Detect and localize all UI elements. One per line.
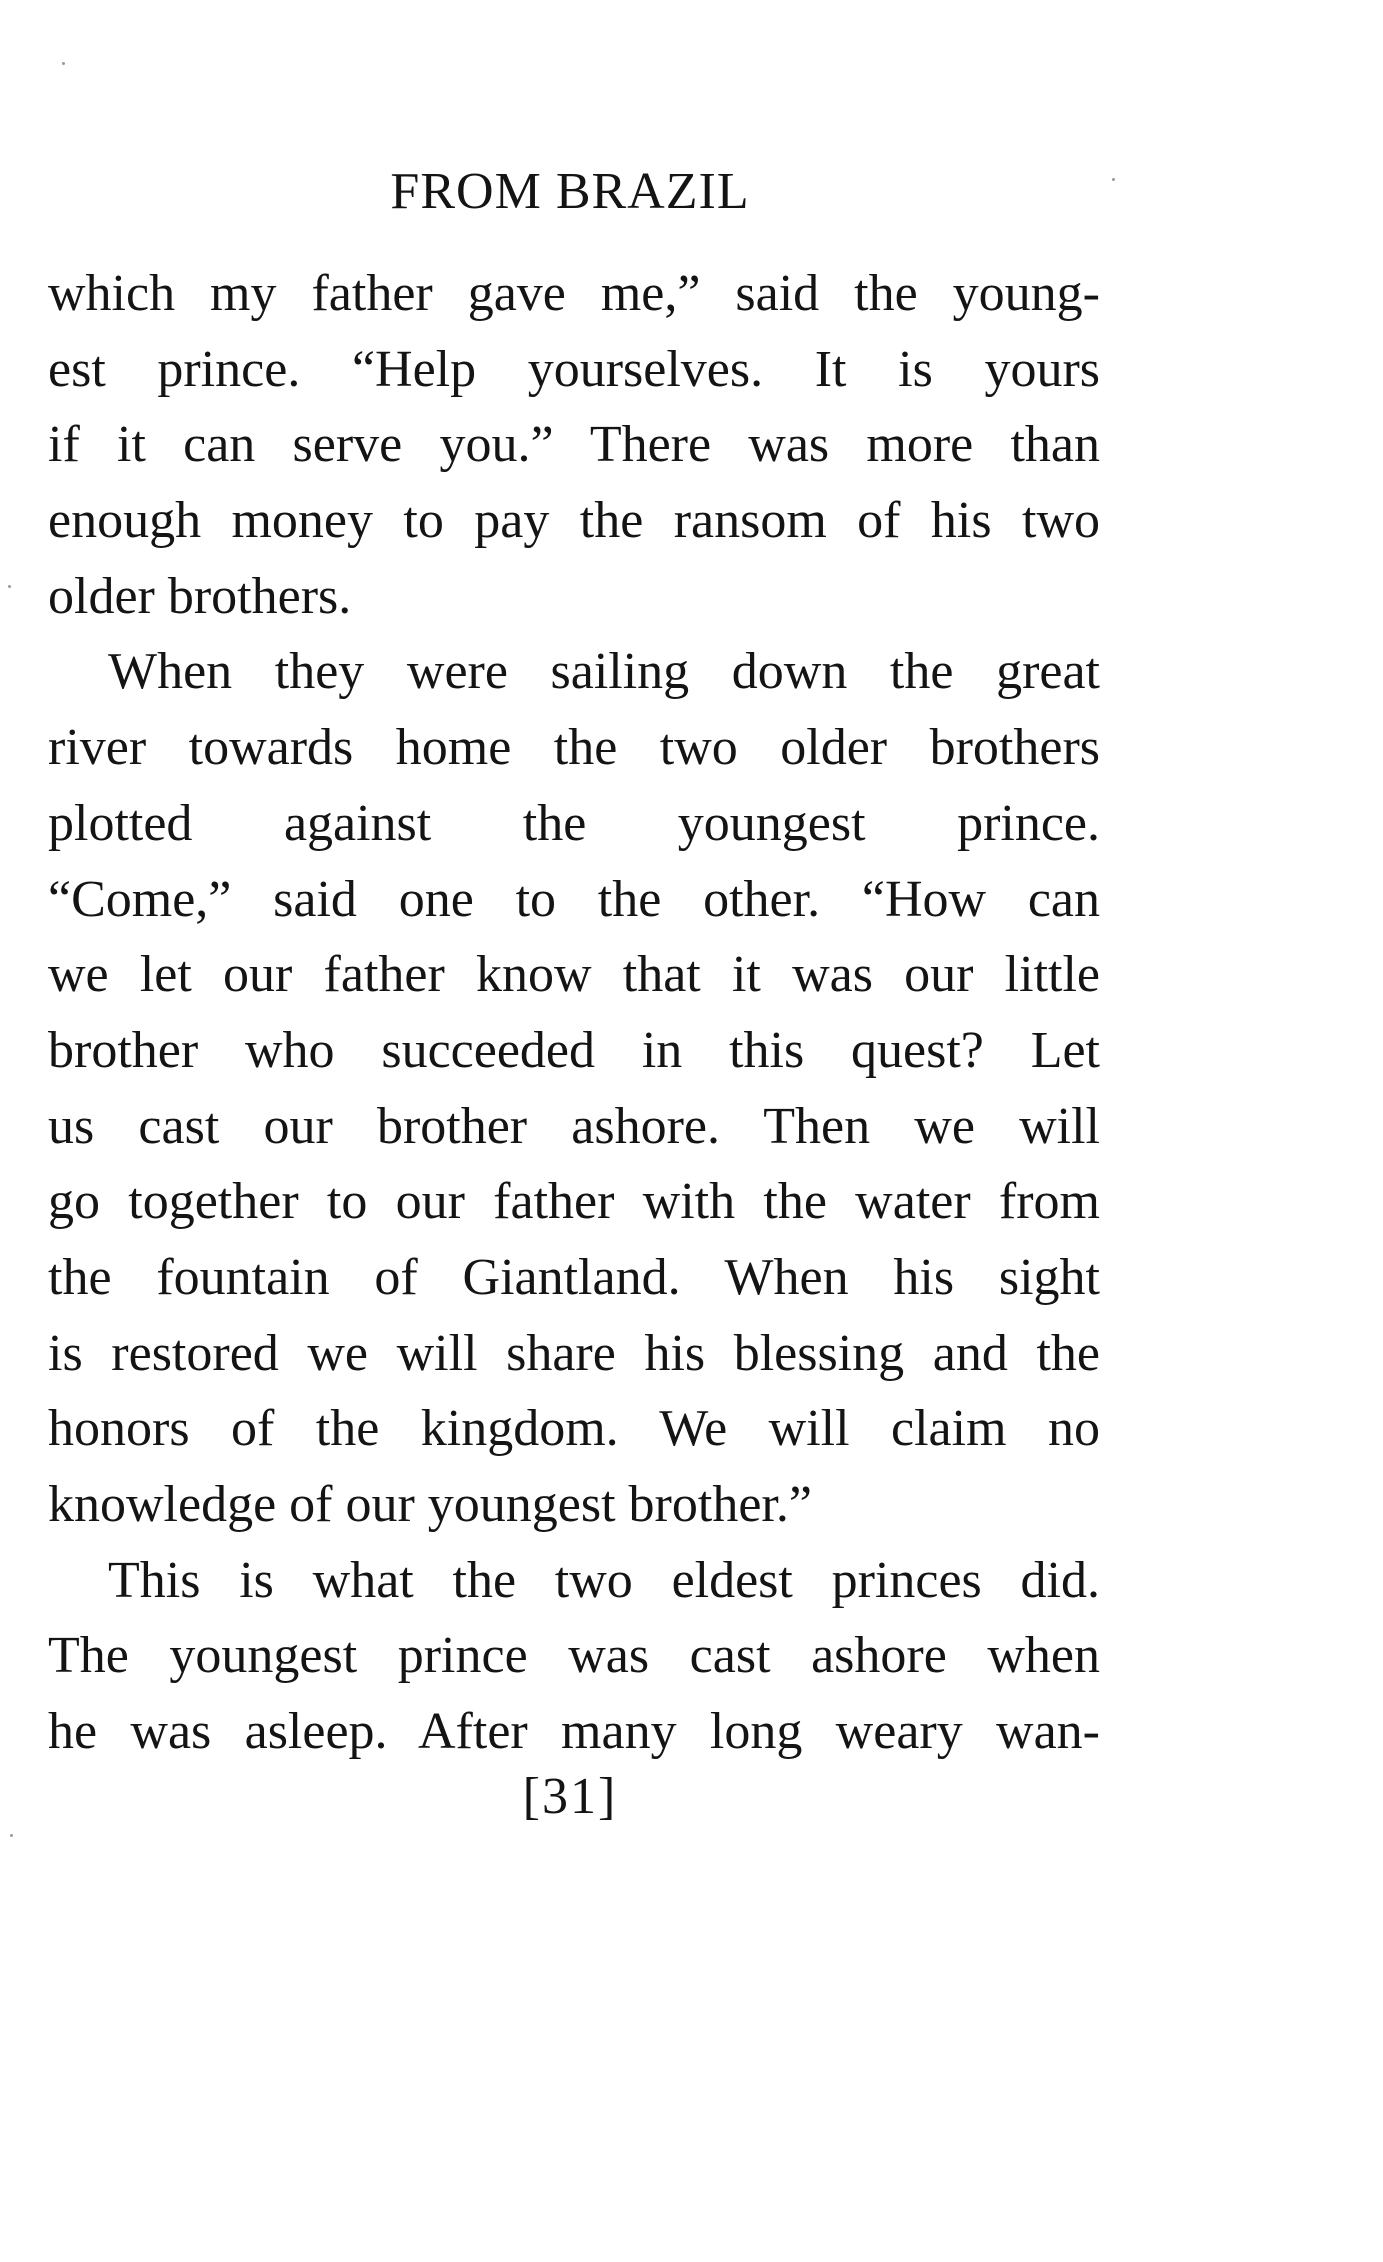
- page-number: [31]: [522, 1768, 618, 1825]
- text-line: honors of the kingdom. We will claim no: [48, 1400, 1100, 1458]
- text-line: river towards home the two older brothers: [48, 719, 1100, 777]
- paper-speck: [1112, 178, 1115, 181]
- text-line: is restored we will share his blessing and the: [48, 1324, 1100, 1382]
- text-line: he was asleep. After many long weary wan-: [48, 1703, 1100, 1761]
- text-line: the fountain of Giantland. When his sight: [48, 1248, 1100, 1306]
- paragraph-start-line: When they were sailing down the great: [108, 643, 1100, 701]
- paper-speck: [8, 585, 11, 588]
- running-head: FROM BRAZIL: [390, 163, 750, 220]
- text-line: “Come,” said one to the other. “How can: [48, 870, 1100, 928]
- text-line: brother who succeeded in this quest? Let: [48, 1021, 1100, 1079]
- paper-speck: [62, 62, 65, 65]
- text-line: The youngest prince was cast ashore when: [48, 1627, 1100, 1685]
- text-line: if it can serve you.” There was more than: [48, 416, 1100, 474]
- text-line: us cast our brother ashore. Then we will: [48, 1097, 1100, 1155]
- text-line: go together to our father with the water from: [48, 1173, 1100, 1231]
- body-text: [48, 256, 1100, 1770]
- paper-speck: [10, 1834, 13, 1837]
- paragraph-start-line: This is what the two eldest princes did.: [108, 1551, 1100, 1609]
- text-line: knowledge of our youngest brother.”: [48, 1476, 812, 1533]
- text-line: est prince. “Help yourselves. It is yours: [48, 340, 1100, 398]
- text-line: plotted against the youngest prince.: [48, 794, 1100, 852]
- text-line: which my father gave me,” said the young-: [48, 265, 1100, 322]
- text-line: enough money to pay the ransom of his two: [48, 492, 1100, 550]
- text-line: older brothers.: [48, 567, 352, 625]
- text-line: we let our father know that it was our little: [48, 946, 1100, 1004]
